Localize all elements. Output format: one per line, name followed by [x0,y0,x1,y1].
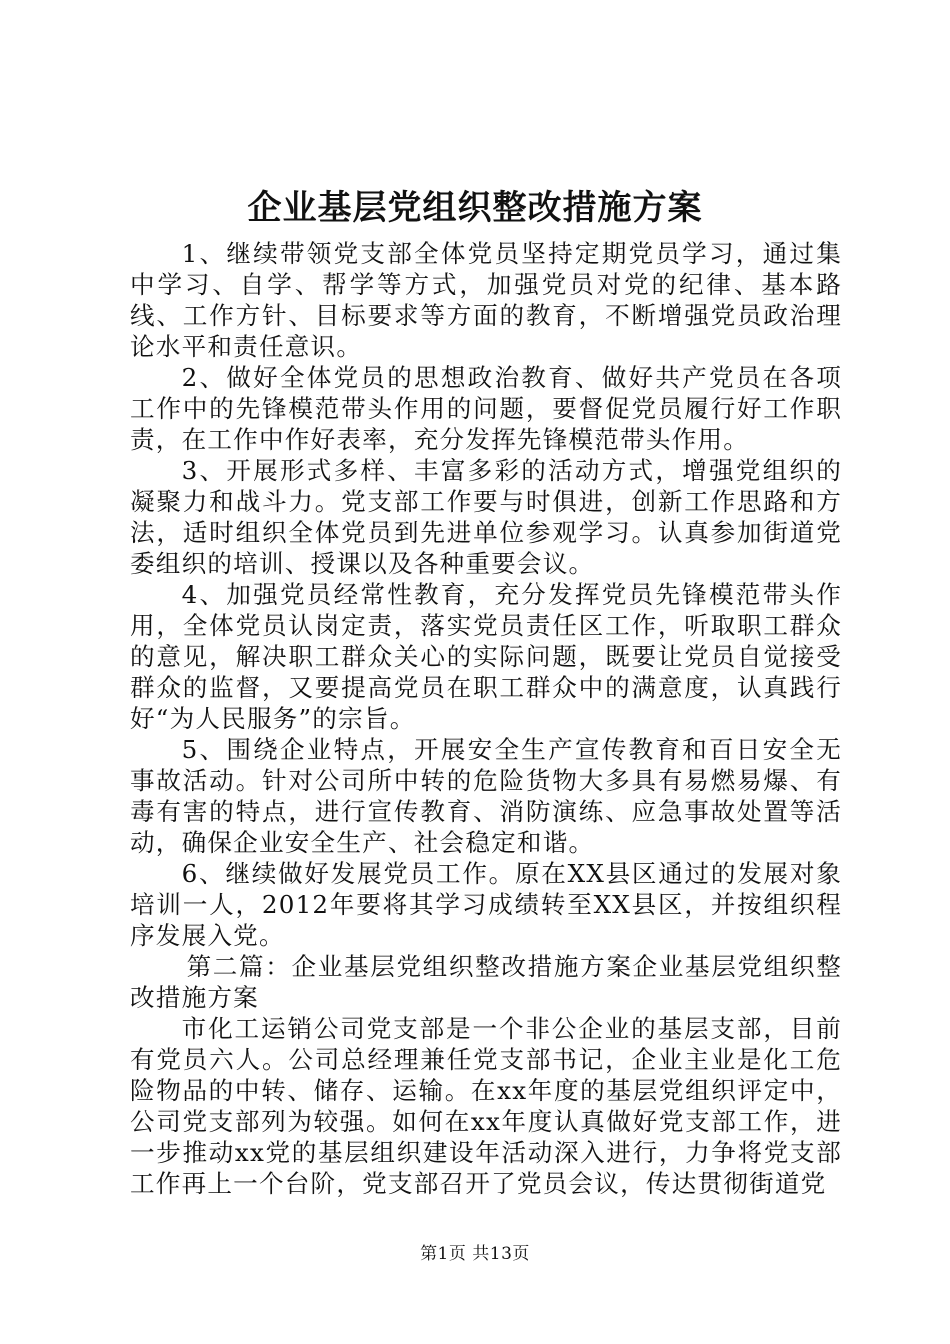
document-body [130,238,842,1199]
page-number-footer: 第1页 共13页 [420,1244,530,1264]
paragraph-2: 2、做好全体党员的思想政治教育、做好共产党员在各项工作中的先锋模范带头作用的问题，要督促党员履行好工作职责，在工作中作好表率，充分发挥先锋模范带头作用。 [130,363,842,454]
paragraph-4: 4、加强党员经常性教育，充分发挥党员先锋模范带头作用，全体党员认岗定责，落实党员责任区工作，听取职工群众的意见，解决职工群众关心的实际问题，既要让党员自觉接受群众的监督，又要提高党员在职工群众中的满意度，认真践行好“为人民服务”的宗旨。 [130,580,842,733]
paragraph-1: 1、继续带领党支部全体党员坚持定期党员学习，通过集中学习、自学、帮学等方式，加强党员对党的纪律、基本路线、工作方针、目标要求等方面的教育，不断增强党员政治理论水平和责任意识。 [130,239,842,361]
section-heading: 第二篇：企业基层党组织整改措施方案企业基层党组织整改措施方案 [130,952,842,1012]
document-title: 企业基层党组织整改措施方案 [247,188,703,228]
paragraph-3: 3、开展形式多样、丰富多彩的活动方式，增强党组织的凝聚力和战斗力。党支部工作要与时俱进，创新工作思路和方法，适时组织全体党员到先进单位参观学习。认真参加街道党委组织的培训、授课以及各种重要会议。 [130,456,842,578]
paragraph-6: 6、继续做好发展党员工作。原在XX县区通过的发展对象培训一人，2012年要将其学习成绩转至XX县区，并按组织程序发展入党。 [130,859,842,950]
paragraph-5: 5、围绕企业特点，开展安全生产宣传教育和百日安全无事故活动。针对公司所中转的危险货物大多具有易燃易爆、有毒有害的特点，进行宣传教育、消防演练、应急事故处置等活动，确保企业安全生产、社会稳定和谐。 [130,735,842,857]
paragraph-8: 市化工运销公司党支部是一个非公企业的基层支部，目前有党员六人。公司总经理兼任党支部书记，企业主业是化工危险物品的中转、储存、运输。在xx年度的基层党组织评定中，公司党支部列为较强。如何在xx年度认真做好党支部工作，进一步推动xx党的基层组织建设年活动深入进行，力争将党支部工作再上一个台阶，党支部召开了党员会议，传达贯彻街道党 [130,1014,842,1198]
